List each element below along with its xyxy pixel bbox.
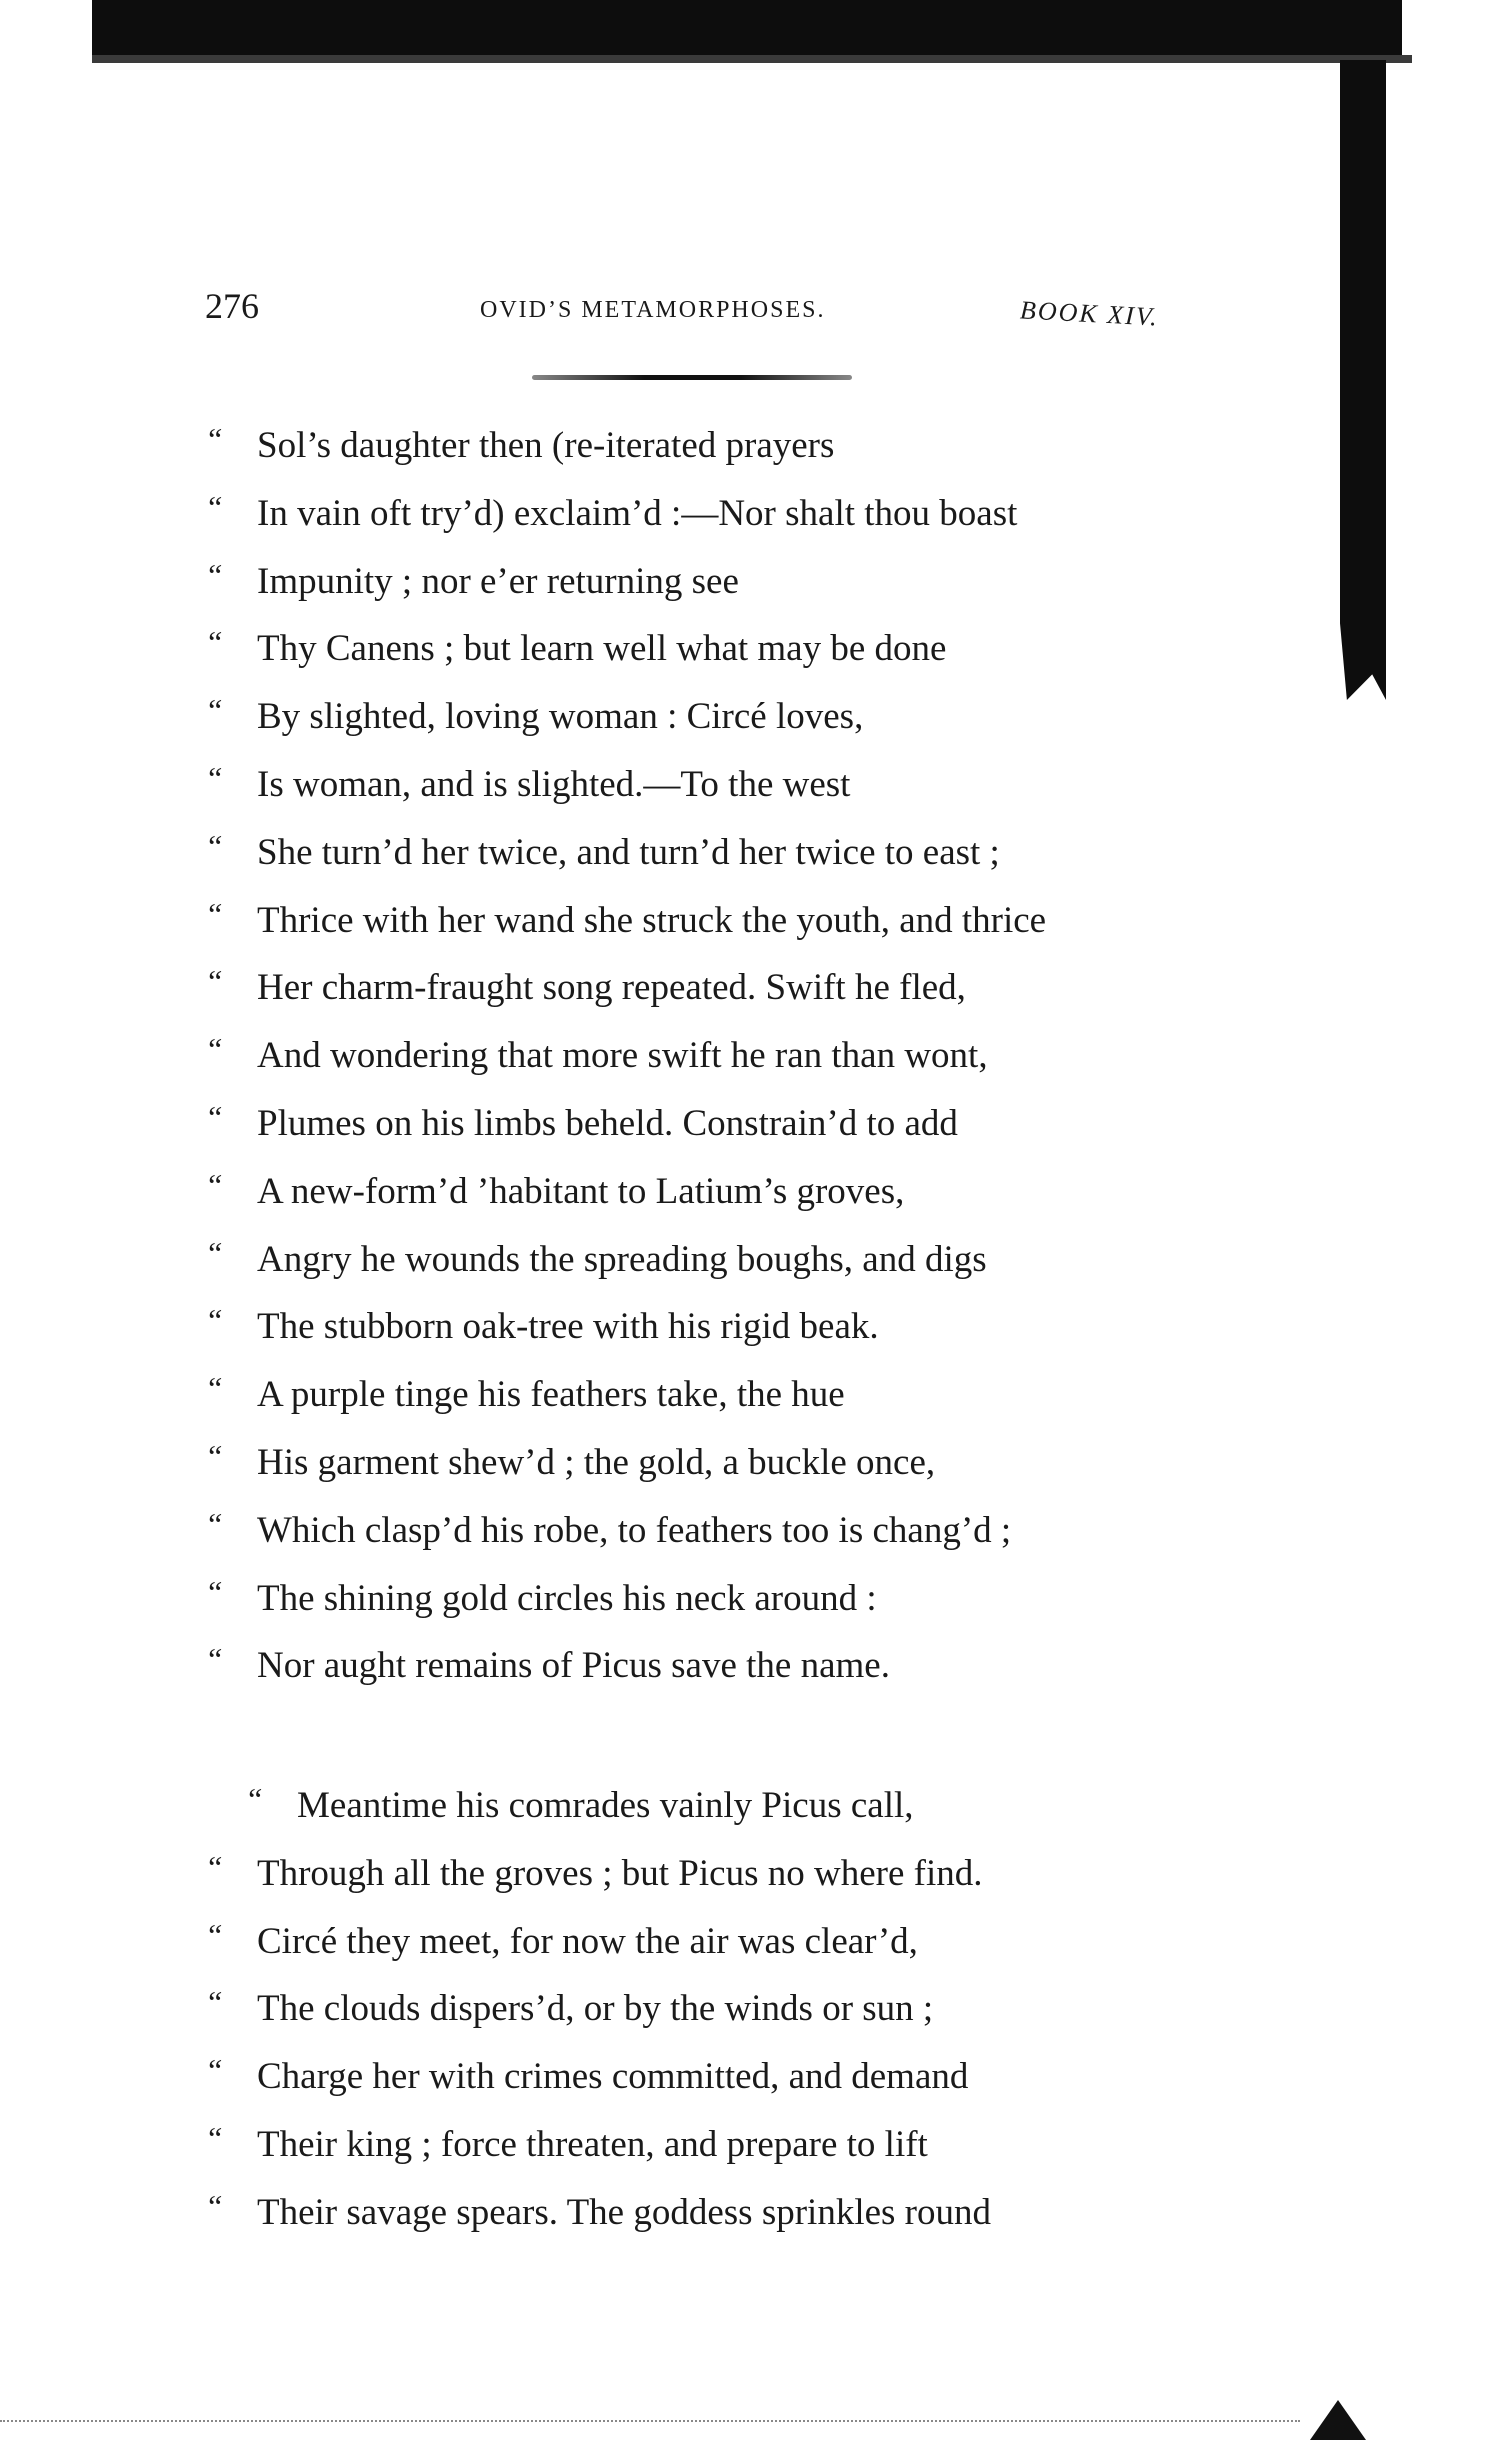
verse-text: Through all the groves ; but Picus no where find. — [257, 1852, 983, 1894]
verse-text: Their king ; force threaten, and prepare to lift — [257, 2123, 928, 2165]
quote-mark: “ — [205, 1505, 223, 1542]
quote-mark: “ — [205, 1098, 223, 1135]
verse-line — [205, 1772, 991, 1840]
quote-mark: “ — [205, 1573, 223, 1610]
verse-line — [205, 1975, 991, 2043]
verse-text: Circé they meet, for now the air was clear’d, — [257, 1920, 918, 1962]
verse-text: Nor aught remains of Picus save the name. — [257, 1645, 890, 1687]
verse-line — [205, 751, 1046, 819]
verse-line — [205, 480, 1046, 548]
verse-text: Meantime his comrades vainly Picus call, — [297, 1785, 914, 1826]
header-rule — [532, 375, 852, 380]
stanza-2 — [205, 1772, 991, 2247]
verse-text: She turn’d her twice, and turn’d her twice to east ; — [257, 831, 1000, 873]
page-number: 276 — [205, 286, 259, 326]
verse-line — [205, 1497, 1046, 1565]
verse-text: Their savage spears. The goddess sprinkles round — [257, 2191, 992, 2233]
verse-text: The stubborn oak-tree with his rigid beak. — [257, 1306, 879, 1348]
verse-text: Impunity ; nor e’er returning see — [257, 560, 739, 602]
verse-text: Thy Canens ; but learn well what may be done — [257, 628, 947, 670]
verse-text: Her charm-fraught song repeated. Swift he fled, — [257, 967, 966, 1009]
quote-mark: “ — [205, 1984, 223, 2021]
quote-mark: “ — [205, 759, 223, 796]
book-label: BOOK XIV. — [1019, 295, 1160, 332]
verse-line — [205, 1908, 991, 1976]
verse-line — [205, 1158, 1046, 1226]
quote-mark: “ — [205, 1916, 223, 1953]
verse-text: The clouds dispers’d, or by the winds or sun ; — [257, 1988, 934, 2030]
verse-text: Plumes on his limbs beheld. Constrain’d to add — [257, 1102, 958, 1144]
verse-line — [205, 548, 1046, 616]
quote-mark: “ — [205, 1641, 223, 1678]
quote-mark: “ — [205, 421, 223, 457]
quote-mark: “ — [205, 1437, 223, 1474]
verse-text: Charge her with crimes committed, and demand — [257, 2056, 969, 2098]
scan-bottom-edge — [0, 2420, 1300, 2424]
verse-line — [205, 683, 1046, 751]
verse-text: Sol’s daughter then (re-iterated prayers — [257, 425, 835, 466]
quote-mark: “ — [205, 1166, 223, 1203]
verse-text: The shining gold circles his neck around : — [257, 1577, 877, 1619]
quote-mark: “ — [205, 1302, 223, 1339]
verse-line — [205, 2179, 991, 2247]
verse-text: A purple tinge his feathers take, the hue — [257, 1374, 845, 1416]
verse-line — [205, 1226, 1046, 1294]
verse-line — [205, 2043, 991, 2111]
quote-mark: “ — [205, 692, 223, 729]
verse-line — [205, 887, 1046, 955]
running-head — [205, 285, 1215, 335]
verse-text: Is woman, and is slighted.—To the west — [257, 763, 851, 805]
verse-text: And wondering that more swift he ran than wont, — [257, 1035, 988, 1077]
verse-text: A new-form’d ’habitant to Latium’s groves, — [257, 1170, 905, 1212]
quote-mark: “ — [205, 1370, 223, 1407]
verse-line — [205, 1840, 991, 1908]
verse-line — [205, 1429, 1046, 1497]
quote-mark: “ — [205, 827, 223, 864]
verse-text: In vain oft try’d) exclaim’d :—Nor shalt thou boast — [257, 492, 1018, 534]
verse-line — [205, 819, 1046, 887]
stanza-1 — [205, 412, 1046, 1700]
verse-line — [205, 1361, 1046, 1429]
scan-corner-mark — [1310, 2400, 1366, 2440]
verse-line — [205, 954, 1046, 1022]
verse-line — [205, 412, 1046, 480]
quote-mark: “ — [205, 963, 223, 1000]
quote-mark: “ — [205, 1031, 223, 1068]
verse-text: Which clasp’d his robe, to feathers too is chang’d ; — [257, 1509, 1012, 1551]
verse-line — [205, 1293, 1046, 1361]
quote-mark: “ — [205, 2119, 223, 2156]
verse-line — [205, 2111, 991, 2179]
verse-line — [205, 1565, 1046, 1633]
quote-mark: “ — [205, 624, 223, 661]
quote-mark: “ — [205, 556, 223, 593]
quote-mark: “ — [205, 1848, 223, 1885]
verse-line — [205, 1632, 1046, 1700]
verse-line — [205, 1090, 1046, 1158]
verse-text: His garment shew’d ; the gold, a buckle once, — [257, 1441, 936, 1483]
quote-mark: “ — [205, 2052, 223, 2089]
running-title: OVID’S METAMORPHOSES. — [480, 297, 826, 323]
quote-mark: “ — [205, 488, 223, 525]
verse-line — [205, 1022, 1046, 1090]
verse-text: Angry he wounds the spreading boughs, and digs — [257, 1238, 987, 1280]
verse-line — [205, 615, 1046, 683]
quote-mark: “ — [205, 895, 223, 932]
verse-text: Thrice with her wand she struck the youth, and thrice — [257, 899, 1047, 941]
quote-mark: “ — [205, 1234, 223, 1271]
verse-text: By slighted, loving woman : Circé loves, — [257, 696, 864, 738]
quote-mark: “ — [245, 1781, 263, 1817]
quote-mark: “ — [205, 2187, 223, 2224]
